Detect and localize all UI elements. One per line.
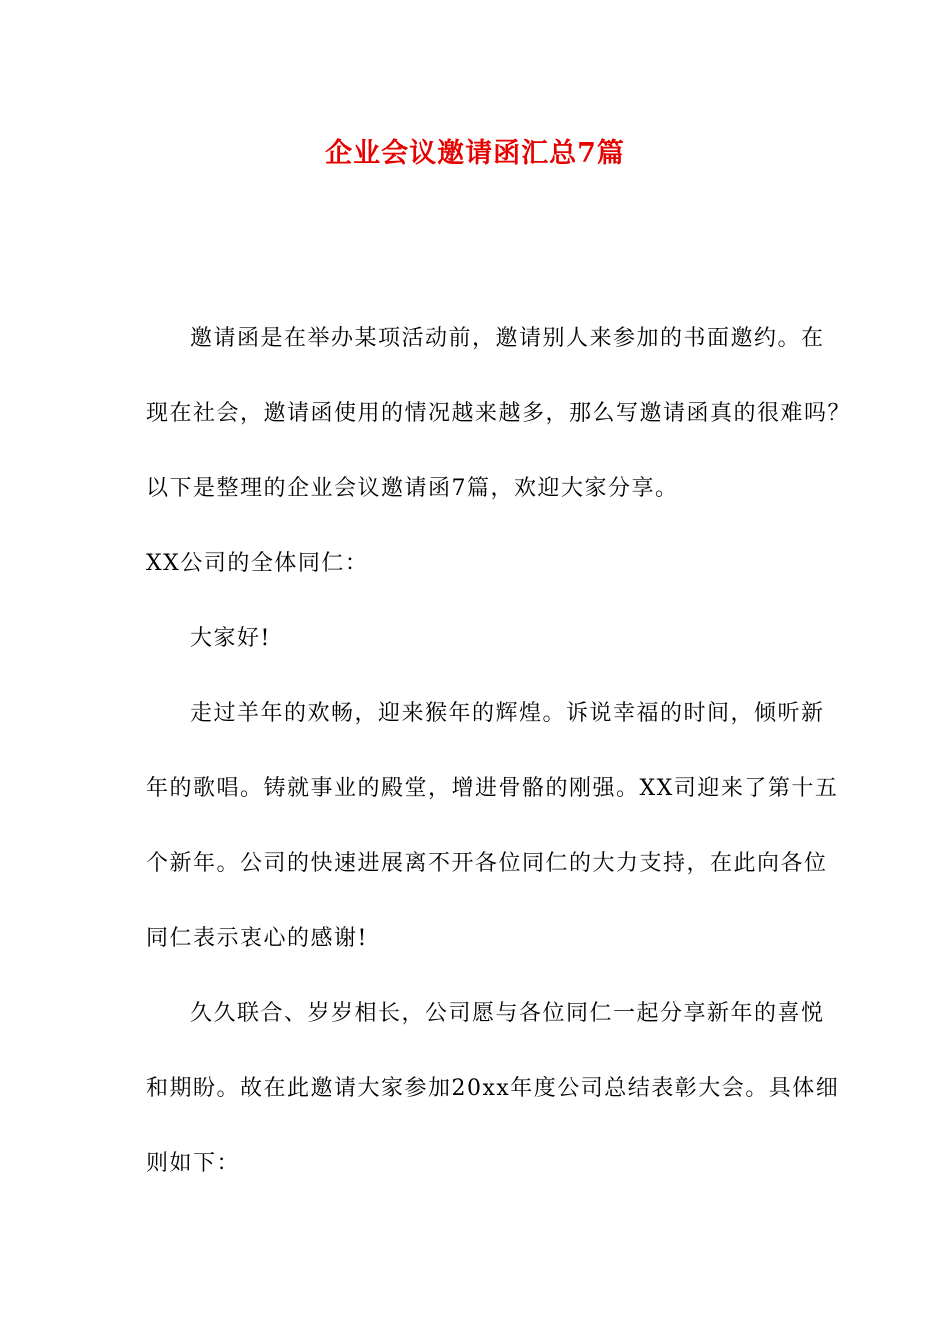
paragraph-line: 邀请函是在举办某项活动前，邀请别人来参加的书面邀约。在 <box>190 326 825 351</box>
paragraph-line: 和期盼。故在此邀请大家参加20xx年度公司总结表彰大会。具体细 <box>146 1076 840 1101</box>
paragraph-line: 同仁表示衷心的感谢! <box>146 926 368 951</box>
document-title: 企业会议邀请函汇总7篇 <box>325 138 625 169</box>
paragraph-line: 以下是整理的企业会议邀请函7篇，欢迎大家分享。 <box>146 476 679 501</box>
salutation-line: XX公司的全体同仁： <box>146 551 369 576</box>
paragraph-line: 个新年。公司的快速进展离不开各位同仁的大力支持，在此向各位 <box>146 851 828 876</box>
paragraph-line: 则如下： <box>146 1151 241 1176</box>
paragraph-line: 现在社会，邀请函使用的情况越来越多，那么写邀请函真的很难吗？ <box>146 401 852 426</box>
paragraph-line: 久久联合、岁岁相长，公司愿与各位同仁一起分享新年的喜悦 <box>190 1001 825 1026</box>
paragraph-line: 年的歌唱。铸就事业的殿堂，增进骨骼的刚强。XX司迎来了第十五 <box>146 776 839 801</box>
paragraph-line: 走过羊年的欢畅，迎来猴年的辉煌。诉说幸福的时间，倾听新 <box>190 701 825 726</box>
greeting-line: 大家好! <box>190 626 271 651</box>
